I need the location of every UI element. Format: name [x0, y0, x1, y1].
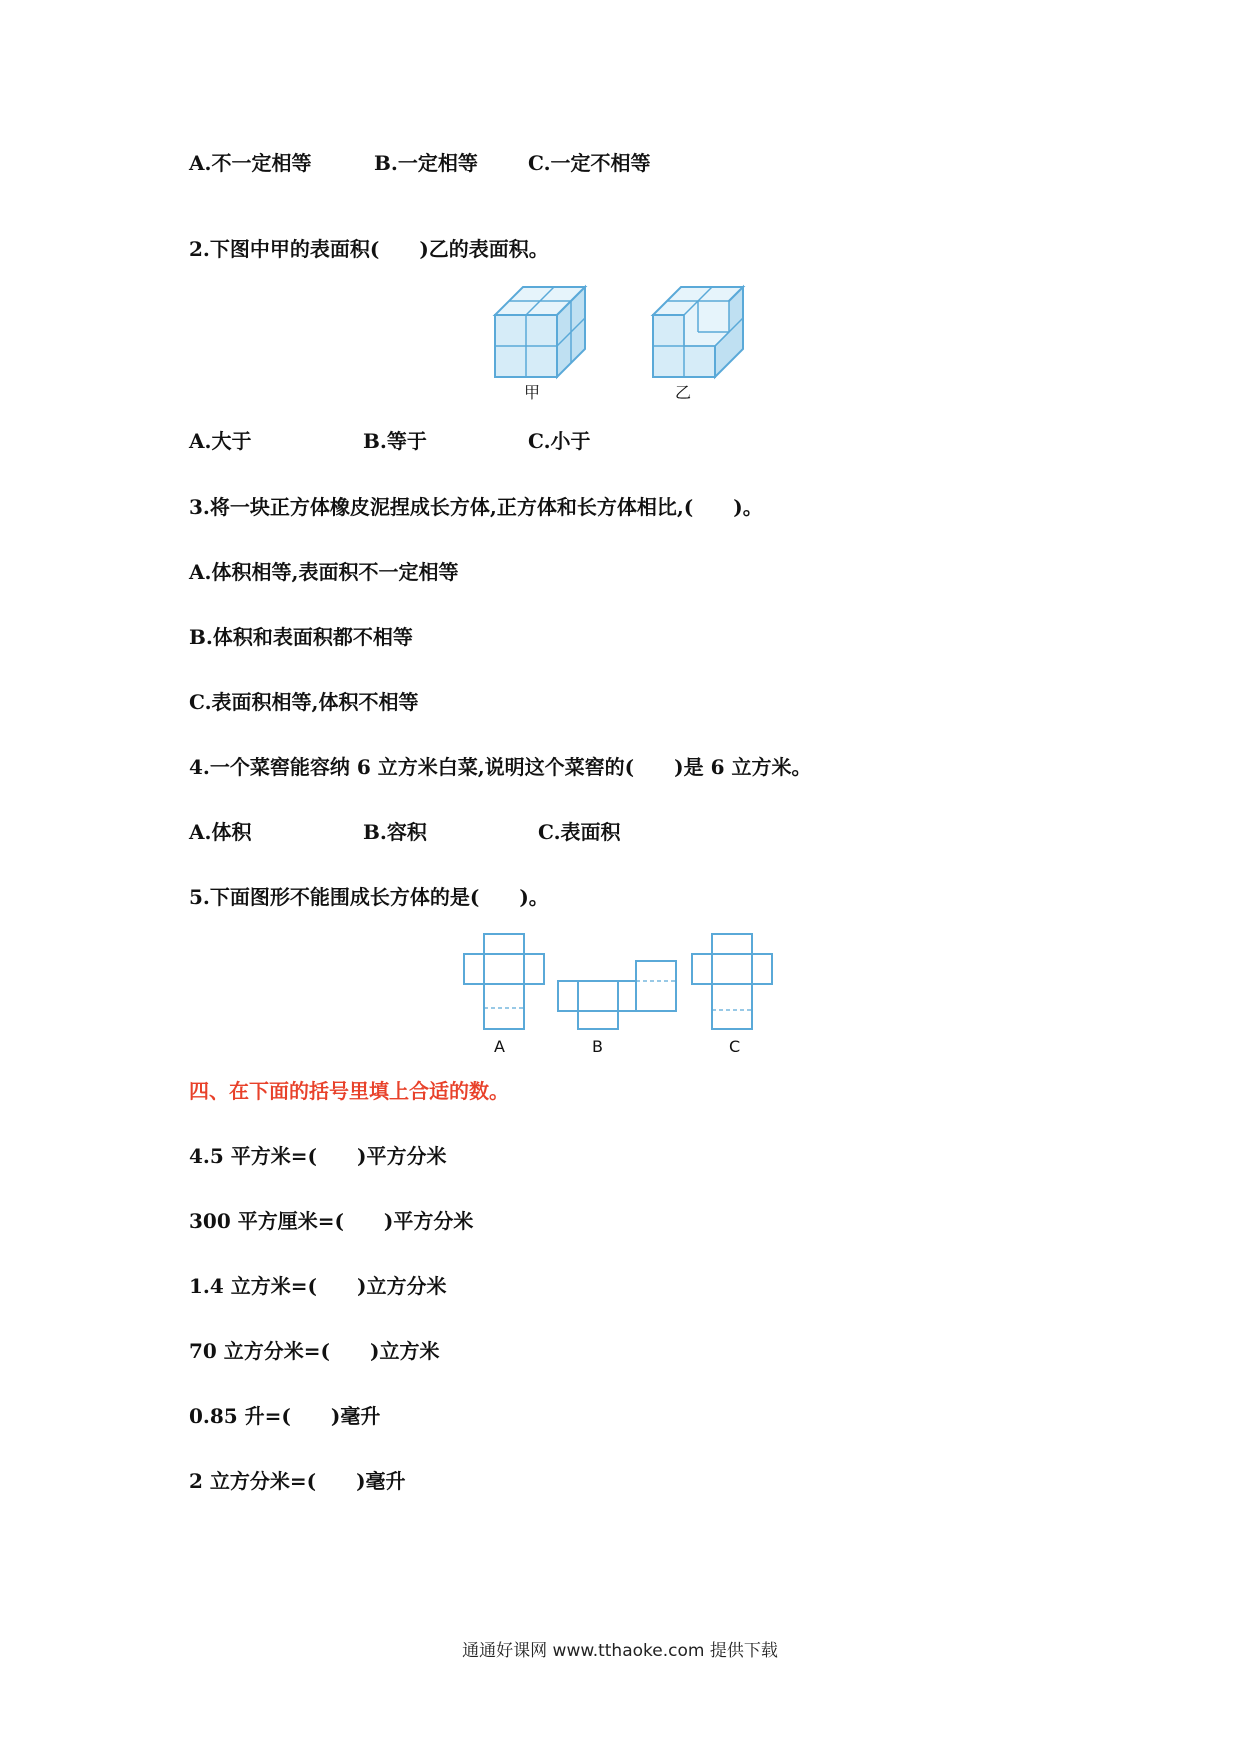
page-footer: 通通好课网 www.tthaoke.com 提供下载 — [462, 1641, 778, 1661]
fill-item-5: 0.85 升=( )毫升 — [189, 1404, 381, 1428]
q4-option-b: B.容积 — [363, 820, 427, 844]
section-4-title: 四、在下面的括号里填上合适的数。 — [189, 1079, 509, 1103]
q2-figure-yi — [653, 287, 753, 382]
q2-stem: 2.下图中甲的表面积( )乙的表面积。 — [189, 237, 549, 261]
q3-stem: 3.将一块正方体橡皮泥捏成长方体,正方体和长方体相比,( )。 — [189, 495, 763, 519]
q2-label-yi: 乙 — [675, 383, 692, 402]
q5-label-b: B — [592, 1037, 603, 1056]
fill-item-4: 70 立方分米=( )立方米 — [189, 1339, 440, 1363]
q4-stem: 4.一个菜窖能容纳 6 立方米白菜,说明这个菜窖的( )是 6 立方米。 — [189, 755, 812, 779]
q2-label-jia: 甲 — [524, 383, 541, 402]
q3-option-a: A.体积相等,表面积不一定相等 — [189, 560, 459, 584]
q5-label-c: C — [729, 1037, 741, 1056]
fill-item-2: 300 平方厘米=( )平方分米 — [189, 1209, 474, 1233]
q3-option-c: C.表面积相等,体积不相等 — [189, 690, 419, 714]
q3-option-b: B.体积和表面积都不相等 — [189, 625, 413, 649]
q5-label-a: A — [494, 1037, 505, 1056]
q2-option-b: B.等于 — [363, 429, 427, 453]
fill-item-6: 2 立方分米=( )毫升 — [189, 1469, 406, 1493]
q5-net-a — [464, 934, 548, 1034]
fill-item-3: 1.4 立方米=( )立方分米 — [189, 1274, 447, 1298]
q1-option-b: B.一定相等 — [374, 151, 478, 175]
q1-option-c: C.一定不相等 — [528, 151, 651, 175]
q5-net-b — [558, 959, 678, 1031]
q4-option-a: A.体积 — [189, 820, 252, 844]
fill-item-1: 4.5 平方米=( )平方分米 — [189, 1144, 447, 1168]
q4-option-c: C.表面积 — [538, 820, 621, 844]
q5-stem: 5.下面图形不能围成长方体的是( )。 — [189, 885, 549, 909]
q5-net-c — [692, 934, 776, 1034]
q2-option-a: A.大于 — [189, 429, 252, 453]
q1-option-a: A.不一定相等 — [189, 151, 312, 175]
q2-figure-jia — [495, 287, 595, 382]
q2-option-c: C.小于 — [528, 429, 591, 453]
